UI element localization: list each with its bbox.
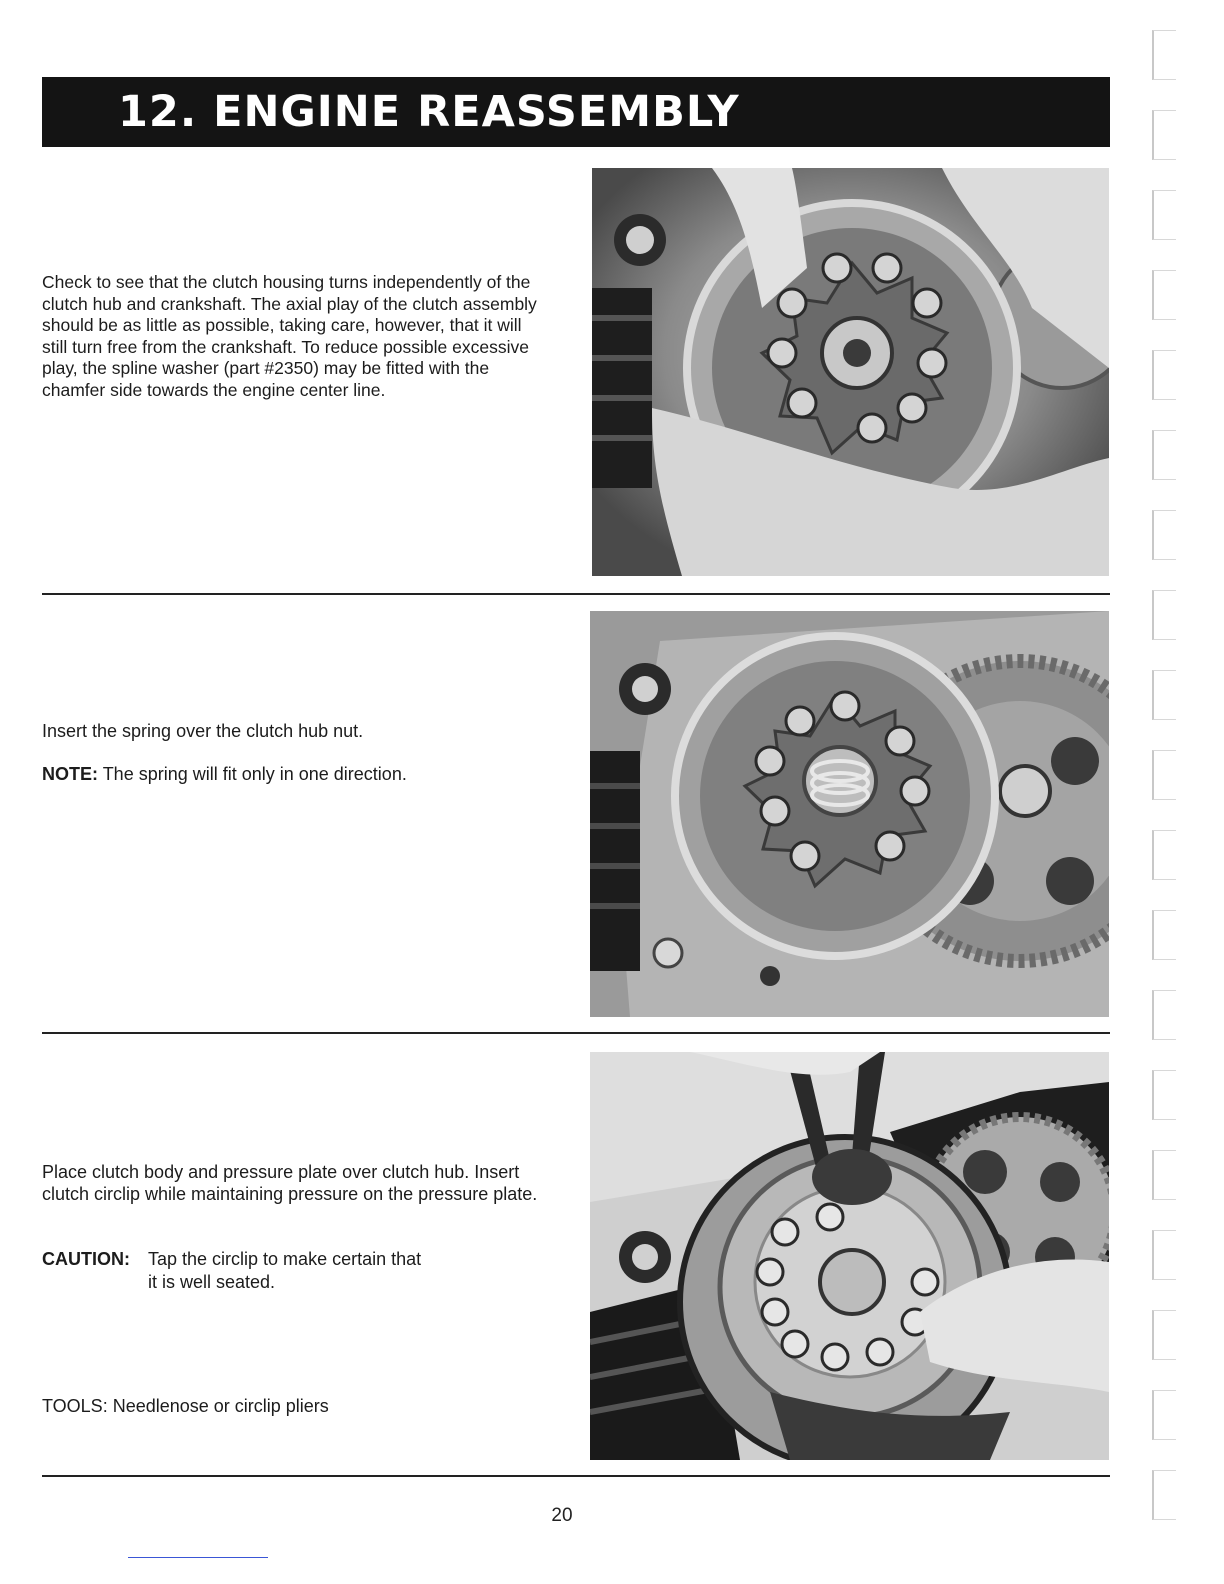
section-2-paragraph: Insert the spring over the clutch hub nut.	[42, 721, 364, 741]
tools-text	[42, 1395, 542, 1417]
page-title: 12. ENGINE REASSEMBLY	[118, 87, 740, 137]
section-1-paragraph: Check to see that the clutch housing turns independently of the clutch hub and crankshaft. The axial play of the clutch assembly should be as little as possible, taking care, however, that it will still turn free from the crankshaft. To reduce possible excessive play, the spline washer (part #2350) may be fitted with the chamfer side towards the engine center line.	[42, 272, 537, 400]
section-divider	[42, 1475, 1110, 1477]
section-3-paragraph: Place clutch body and pressure plate over clutch hub. Insert clutch circlip while maintaining pressure on the pressure plate.	[42, 1162, 538, 1204]
caution-label: CAUTION:	[42, 1249, 130, 1269]
section-2-text	[42, 720, 562, 785]
section-1-text	[42, 272, 542, 401]
tools-line: TOOLS: Needlenose or circlip pliers	[42, 1396, 329, 1416]
section-divider	[42, 1032, 1110, 1034]
section-3-text	[42, 1161, 552, 1205]
page-number: 20	[551, 1505, 573, 1526]
caution-text: Tap the circlip to make certain that it is well seated.	[148, 1249, 422, 1292]
binder-edge-marks	[1152, 30, 1192, 1530]
footer-underline	[128, 1557, 268, 1558]
section-3-photo	[590, 1052, 1109, 1460]
note-text: The spring will fit only in one direction.	[102, 764, 407, 784]
section-divider	[42, 593, 1110, 595]
section-1-photo	[592, 168, 1109, 576]
section-2-photo	[590, 611, 1109, 1017]
section-header-bar	[42, 77, 1110, 147]
note-label: NOTE:	[42, 764, 98, 784]
section-2-note	[42, 763, 562, 785]
